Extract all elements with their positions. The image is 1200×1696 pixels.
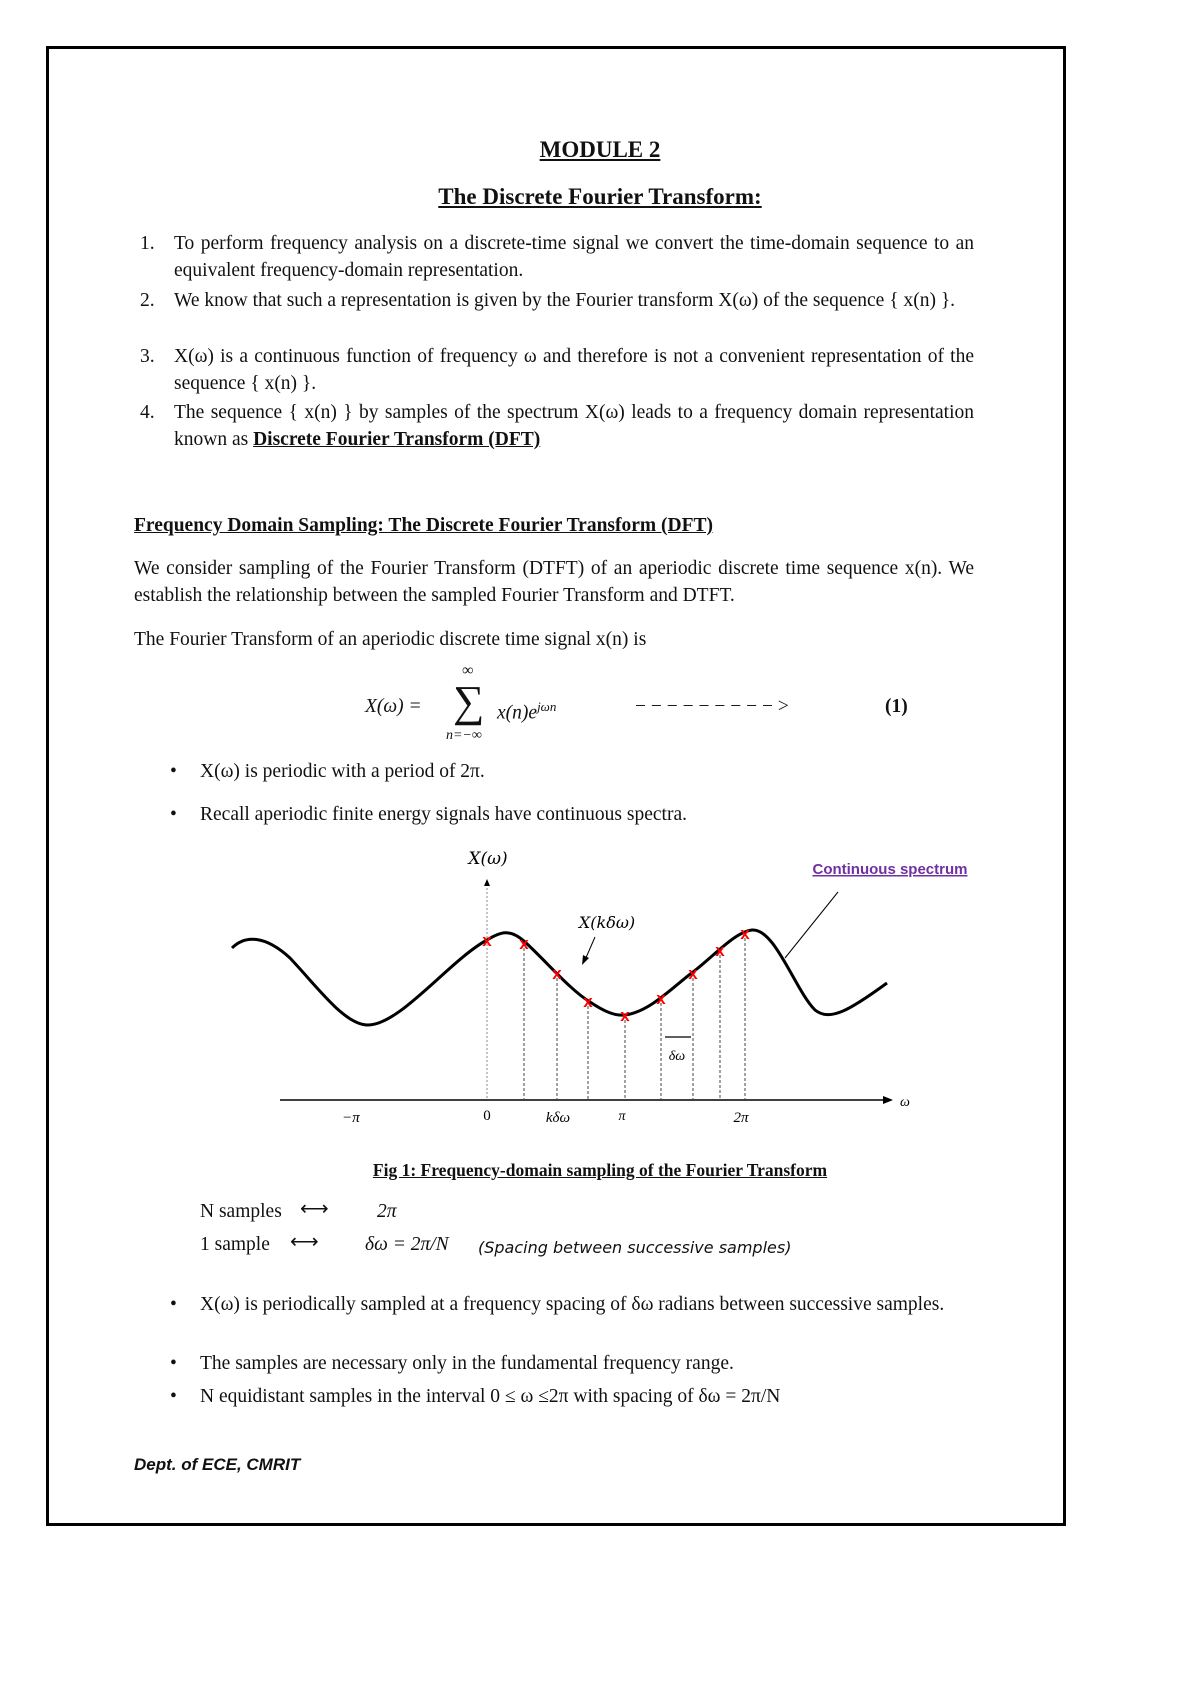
list-number: 4. xyxy=(140,402,155,423)
sample-marker-icon: x xyxy=(656,989,666,1008)
bullet-item: X(ω) is periodic with a period of 2π. xyxy=(200,761,485,782)
list-item: We know that such a representation is given by the Fourier transform X(ω) of the sequence { x(n) }. xyxy=(174,290,956,311)
bullet-icon: • xyxy=(170,761,177,782)
bullet-icon: • xyxy=(170,1353,177,1374)
x-axis-label: ω xyxy=(900,1095,910,1110)
tick-label: π xyxy=(618,1109,626,1124)
list-number: 1. xyxy=(140,233,155,254)
sample-marker-icon: x xyxy=(715,941,725,960)
bullet-icon: • xyxy=(170,1294,177,1315)
paragraph: We consider sampling of the Fourier Transform (DTFT) of an aperiodic discrete time sequence x(n). We establish the relationship between the sampled Fourier Transform and DTFT. xyxy=(134,558,974,606)
list-item: X(ω) is a continuous function of frequency ω and therefore is not a convenient representation of the sequence { x(n) }. xyxy=(174,346,974,394)
dft-emphasis: Discrete Fourier Transform (DFT) xyxy=(253,429,541,450)
relation-right: 2π xyxy=(377,1201,397,1222)
relation-right: δω = 2π/N xyxy=(365,1234,449,1255)
eq-sum-bottom: n=−∞ xyxy=(446,728,482,743)
list-number: 3. xyxy=(140,346,155,367)
eq-body-text: x(n)e xyxy=(497,702,538,724)
footer: Dept. of ECE, CMRIT xyxy=(134,1455,301,1474)
relation-left: 1 sample xyxy=(200,1234,270,1255)
y-axis-arrow-icon xyxy=(484,879,490,886)
sample-marker-icon: x xyxy=(552,964,562,983)
double-arrow-icon: ⟷ xyxy=(290,1231,319,1253)
section-title: The Discrete Fourier Transform: xyxy=(438,184,762,209)
bullet-item: Recall aperiodic finite energy signals have continuous spectra. xyxy=(200,804,687,825)
eq-sum: ∑ xyxy=(453,677,485,726)
sample-pointer-icon xyxy=(582,955,589,965)
eq-label: (1) xyxy=(885,696,908,717)
sample-marker-icon: x xyxy=(740,924,750,943)
relation-left: N samples xyxy=(200,1201,282,1222)
bullet-icon: • xyxy=(170,804,177,825)
list-number: 2. xyxy=(140,290,155,311)
tick-label: 0 xyxy=(483,1108,491,1124)
eq-sum-top: ∞ xyxy=(462,662,474,679)
sample-marker-icon: x xyxy=(482,931,492,950)
sample-marker-icon: x xyxy=(620,1006,630,1025)
x-axis-arrow-icon xyxy=(883,1096,893,1104)
sample-marker-icon: x xyxy=(688,964,698,983)
spectrum-pointer-icon xyxy=(785,892,838,958)
relation-note: (Spacing between successive samples) xyxy=(478,1238,792,1257)
section-heading: Frequency Domain Sampling: The Discrete Fourier Transform (DFT) xyxy=(134,515,714,536)
spectrum-label: Continuous spectrum xyxy=(812,861,968,878)
paragraph: The Fourier Transform of an aperiodic discrete time signal x(n) is xyxy=(134,629,647,650)
eq-arrow: − − − − − − − − − > xyxy=(635,696,789,717)
figure-caption: Fig 1: Frequency-domain sampling of the Fourier Transform xyxy=(372,1160,828,1180)
bullet-item: X(ω) is periodically sampled at a frequency spacing of δω radians between successive samples. xyxy=(200,1294,945,1315)
tick-label: kδω xyxy=(545,1110,571,1126)
tick-label: 2π xyxy=(733,1110,749,1126)
bullet-item: The samples are necessary only in the fundamental frequency range. xyxy=(200,1353,734,1374)
double-arrow-icon: ⟷ xyxy=(300,1198,329,1220)
bullet-icon: • xyxy=(170,1386,177,1407)
eq-lhs: X(ω) = xyxy=(365,696,422,717)
eq-exponent: jωn xyxy=(537,699,557,714)
list-item-text: The sequence { x(n) } by samples of the spectrum X(ω) leads to a frequency domain representation known as xyxy=(174,402,974,450)
sample-marker-icon: x xyxy=(519,934,529,953)
tick-label: −π xyxy=(342,1110,360,1126)
bullet-item: N equidistant samples in the interval 0 ≤ ω ≤2π with spacing of δω = 2π/N xyxy=(200,1386,781,1407)
list-item: To perform frequency analysis on a discrete-time signal we convert the time-domain sequence to an equivalent frequency-domain representation. xyxy=(174,233,974,281)
module-title: MODULE 2 xyxy=(539,137,661,162)
delta-label: δω xyxy=(668,1049,686,1064)
sample-label: X(kδω) xyxy=(578,913,636,932)
sample-markers xyxy=(482,924,750,1025)
y-axis-label: X(ω) xyxy=(468,849,508,869)
sample-marker-icon: x xyxy=(583,992,593,1011)
